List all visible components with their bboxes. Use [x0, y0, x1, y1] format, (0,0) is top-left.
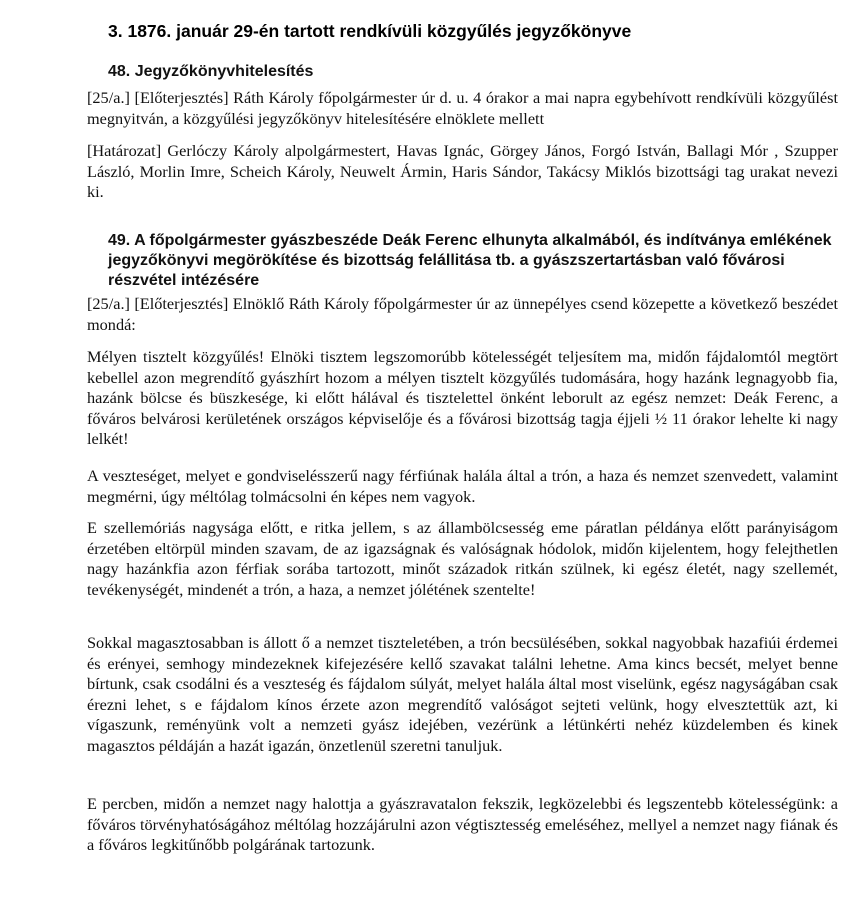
paragraph-speech-3: E szellemóriás nagysága előtt, e ritka jellem, s az állambölcsesség eme páratlan példánya előtt parányiságom érzetében eltörpül minden szavam, de az igazságnak és valóságnak hódolok, midőn kijelentem, hogy felejthetlen nagy hazánkfia azon férfiak sorába tartozott, minőt századok ritkán szülnek, ki egész életét, nagy szellemét, tevékenységét, mindenét a trón, a haza, a nemzet jólétének szentelte! — [87, 518, 838, 599]
paragraph-resolution-48: [Határozat] Gerlóczy Károly alpolgármestert, Havas Ignác, Görgey János, Forgó István, Ballagi Mór , Szupper László, Morlin Imre, Scheich Károly, Neuwelt Ármin, Haris Sándor, Takácsy Miklós bizottsági tag urakat nevezi ki. — [87, 141, 838, 202]
paragraph-speech-5: E percben, midőn a nemzet nagy halottja a gyászravatalon fekszik, legközelebbi és legszentebb kötelességünk: a főváros törvényhatóságához méltólag hozzájárulni azon végtisztesség emeléséhez, mellyel a nemzet nagy fiának és a főváros legkitűnőbb polgárának tartozunk. — [87, 794, 838, 855]
section-heading-48: 48. Jegyzőkönyvhitelesítés — [108, 63, 314, 80]
paragraph-speech-1: Mélyen tisztelt közgyűlés! Elnöki tisztem legszomorúbb kötelességét teljesítem ma, midőn fájdalomtól megtört kebellel azon megrendítő gyászhírt hozom a mélyen tisztelt közgyűlés tudomására, hogy hazánk legnagyobb fia, hazánk bölcse és büszkesége, ki előtt hálával és tisztelettel önként leborult az egész nemzet: Deák Ferenc, a főváros belvárosi kerületének országos képviselője és a fővárosi bizottság tagja éjjeli ½ 11 órakor lehelte ki nagy lelkét! — [87, 347, 838, 449]
document-title: 3. 1876. január 29-én tartott rendkívüli közgyűlés jegyzőkönyve — [108, 21, 632, 41]
paragraph-proposal-48: [25/a.] [Előterjesztés] Ráth Károly főpolgármester úr d. u. 4 órakor a mai napra egybehívott rendkívüli közgyűlést megnyitván, a közgyűlési jegyzőkönyv hitelesítésére elnöklete mellett — [87, 88, 838, 128]
paragraph-proposal-49: [25/a.] [Előterjesztés] Elnöklő Ráth Károly főpolgármester úr az ünnepélyes csend közepette a következő beszédet mondá: — [87, 294, 838, 334]
paragraph-speech-2: A veszteséget, melyet e gondviselésszerű nagy férfiúnak halála által a trón, a haza és nemzet szenvedett, valamint megmérni, úgy méltólag tolmácsolni én képes nem vagyok. — [87, 466, 838, 506]
section-heading-49: 49. A főpolgármester gyászbeszéde Deák Ferenc elhunyta alkalmából, és indítványa emlékének jegyzőkönyvi megörökítése és bizottság felállitása tb. a gyászszertartásban való fővárosi részvétel intézésére — [108, 232, 832, 289]
paragraph-speech-4: Sokkal magasztosabban is állott ő a nemzet tiszteletében, a trón becsülésében, sokkal nagyobbak hazafiúi érdemei és erényei, semhogy mindezeknek kifejezésére kellő szavakat találni lehetne. Ama kincs becsét, melyet benne bírtunk, csak csodálni és a veszteség és fájdalom súlyát, melyet halála által most viselünk, egész nagyságában csak érezni lehet, s e fájdalom kínos érzete azon megrendítő valóságot sejteti velünk, hogy elvesztettük azt, ki vígaszunk, reményünk volt a nemzeti gyász idejében, vezérünk a létünkérti nehéz küzdelemben és kinek magasztos példáján a hazát igazán, önzetlenül szeretni tanuljuk. — [87, 633, 838, 755]
